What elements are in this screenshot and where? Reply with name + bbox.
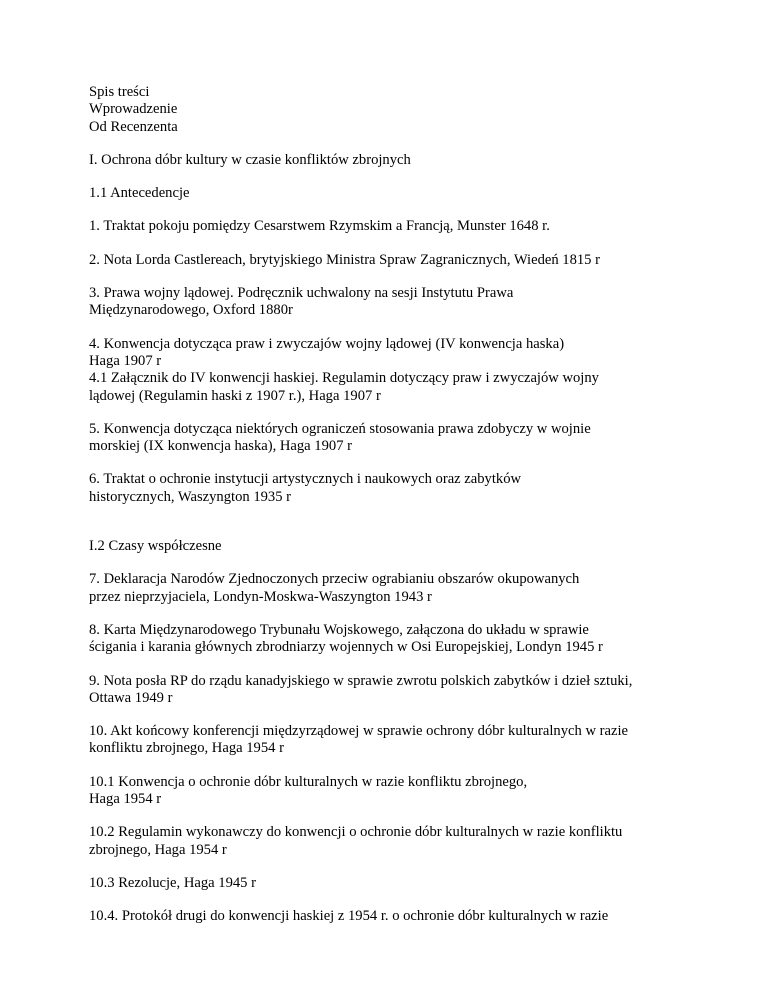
toc-entry-4-1-line-2: lądowej (Regulamin haski z 1907 r.), Haga 1907 r: [89, 387, 381, 404]
toc-entry-4-1-line-1: 4.1 Załącznik do IV konwencji haskiej. Regulamin dotyczący praw i zwyczajów wojny: [89, 370, 599, 387]
toc-title: Spis treści: [89, 84, 150, 100]
toc-item-introduction: Wprowadzenie: [89, 101, 178, 118]
toc-entry-10-2-line-1: 10.2 Regulamin wykonawczy do konwencji o ochronie dóbr kulturalnych w razie konfliktu: [89, 824, 623, 841]
toc-entry-6-line-1: 6. Traktat o ochronie instytucji artystycznych i naukowych oraz zabytków: [89, 471, 522, 488]
toc-entry-10-line-2: konfliktu zbrojnego, Haga 1954 r: [89, 740, 284, 757]
toc-entry-5-line-2: morskiej (IX konwencja haska), Haga 1907 r: [89, 438, 353, 455]
toc-entry-4-line-1: 4. Konwencja dotycząca praw i zwyczajów wojny lądowej (IV konwencja haska): [89, 335, 565, 352]
toc-entry-10-2-line-2: zbrojnego, Haga 1954 r: [89, 841, 227, 858]
toc-entry-7-line-1: 7. Deklaracja Narodów Zjednoczonych przeciw ograbianiu obszarów okupowanych: [89, 571, 580, 588]
toc-entry-10-1-line-2: Haga 1954 r: [89, 791, 162, 808]
part-1-heading: I. Ochrona dóbr kultury w czasie konfliktów zbrojnych: [89, 151, 411, 168]
toc-entry-6-line-2: historycznych, Waszyngton 1935 r: [89, 488, 292, 505]
toc-entry-4-line-2: Haga 1907 r: [89, 352, 162, 369]
toc-entry-5-line-1: 5. Konwencja dotycząca niektórych ograniczeń stosowania prawa zdobyczy w wojnie: [89, 420, 591, 437]
toc-entry-10-line-1: 10. Akt końcowy konferencji międzyrządowej w sprawie ochrony dóbr kulturalnych w razie: [89, 723, 628, 740]
toc-item-reviewer: Od Recenzenta: [89, 118, 178, 135]
toc-entry-9-line-2: Ottawa 1949 r: [89, 689, 173, 706]
toc-entry-8-line-1: 8. Karta Międzynarodowego Trybunału Wojskowego, załączona do układu w sprawie: [89, 621, 589, 638]
table-of-contents: [89, 84, 699, 926]
toc-entry-8-line-2: ścigania i karania głównych zbrodniarzy wojennych w Osi Europejskiej, Londyn 1945 r: [89, 639, 603, 656]
toc-entry-10-3: 10.3 Rezolucje, Haga 1945 r: [89, 874, 256, 891]
toc-entry-1: 1. Traktat pokoju pomiędzy Cesarstwem Rzymskim a Francją, Munster 1648 r.: [89, 218, 550, 235]
toc-entry-10-1-line-1: 10.1 Konwencja o ochronie dóbr kulturalnych w razie konfliktu zbrojnego,: [89, 773, 528, 790]
section-1-2-heading: I.2 Czasy współczesne: [89, 538, 222, 555]
toc-entry-7-line-2: przez nieprzyjaciela, Londyn-Moskwa-Waszyngton 1943 r: [89, 588, 432, 605]
toc-entry-10-4-line-1: 10.4. Protokół drugi do konwencji haskiej z 1954 r. o ochronie dóbr kulturalnych w razie: [89, 908, 609, 925]
toc-entry-3-line-2: Międzynarodowego, Oxford 1880r: [89, 302, 293, 319]
section-1-1-heading: 1.1 Antecedencje: [89, 185, 190, 202]
toc-entry-9-line-1: 9. Nota posła RP do rządu kanadyjskiego w sprawie zwrotu polskich zabytków i dzieł sztuki,: [89, 672, 633, 689]
toc-entry-2: 2. Nota Lorda Castlereach, brytyjskiego Ministra Spraw Zagranicznych, Wiedeń 1815 r: [89, 251, 600, 268]
toc-entry-3-line-1: 3. Prawa wojny lądowej. Podręcznik uchwalony na sesji Instytutu Prawa: [89, 285, 514, 302]
